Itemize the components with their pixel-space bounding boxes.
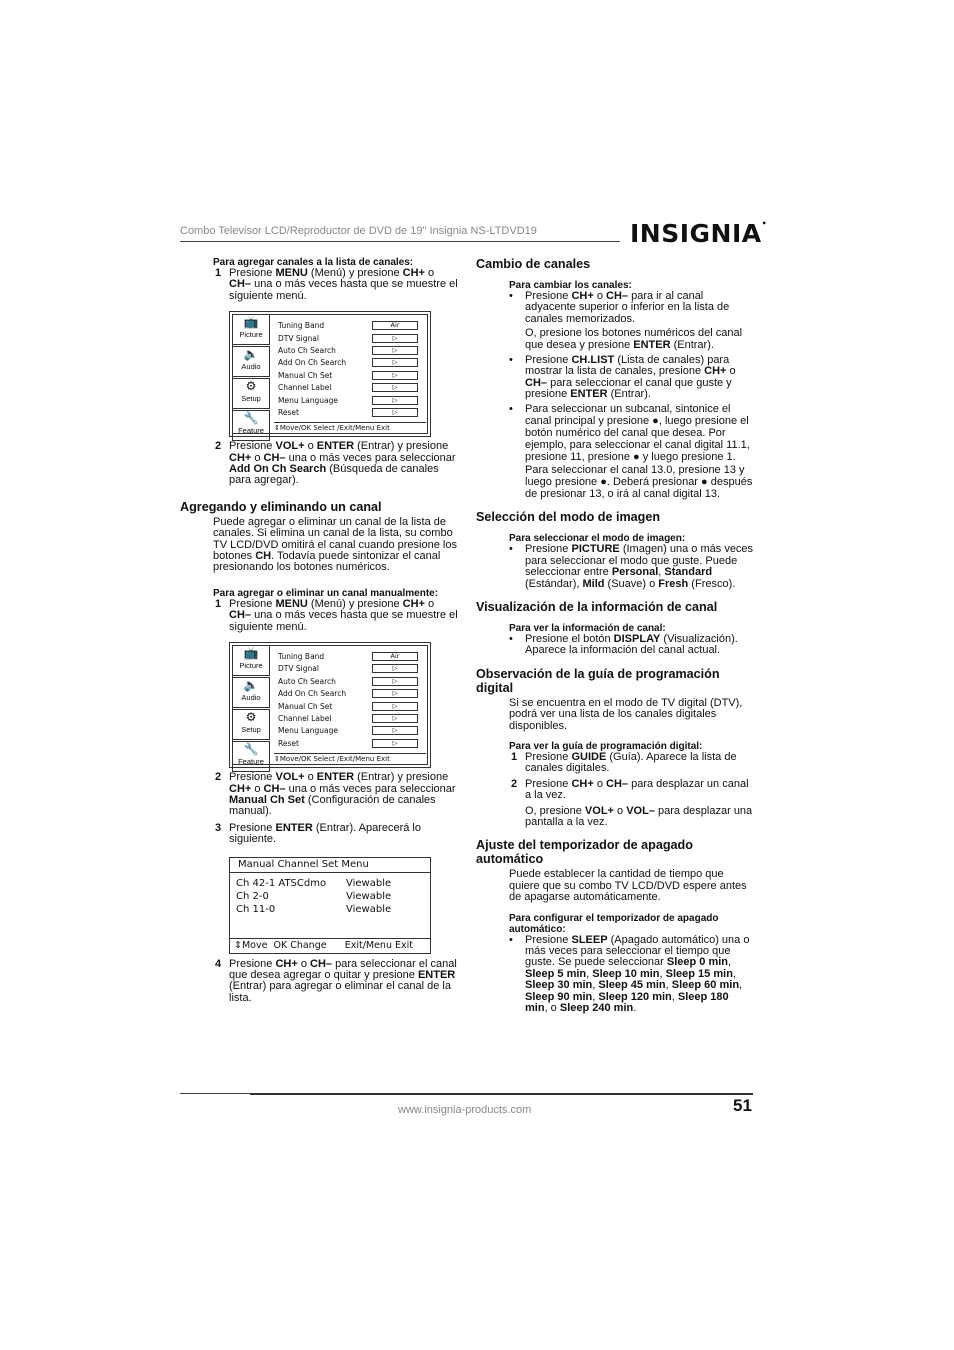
arrow-right-icon: ▷ [372, 371, 418, 380]
bullet: • Presione el botón DISPLAY (Visualización). Aparece la información del canal actual. [509, 632, 738, 657]
menu-tab-feature[interactable] [232, 741, 270, 772]
menu-item-label: Tuning Band [278, 321, 325, 331]
menu-item[interactable] [278, 676, 418, 688]
manual-row-value: Viewable [346, 877, 392, 889]
tab-label: Picture [239, 330, 263, 340]
caption-guide: Para ver la guía de programación digital: [509, 740, 703, 752]
step-2: 2 Presione CH+ o CH– para desplazar un canal a la vez. [511, 777, 749, 802]
menu-tab-audio[interactable] [232, 677, 270, 708]
menu-tab-feature[interactable] [232, 410, 270, 441]
tv-menu-2 [229, 642, 431, 768]
value-box: Air [372, 652, 418, 661]
manual-footer: ⇕Move OK Change Exit/Menu Exit [234, 940, 413, 952]
heading-add-remove: Agregando y eliminando un canal [180, 499, 382, 514]
tv-icon: 📺 [243, 315, 259, 330]
arrow-right-icon: ▷ [372, 346, 418, 355]
menu-tab-setup[interactable] [232, 709, 270, 740]
manual-row-value: Viewable [346, 890, 392, 902]
caption-manual: Para agregar o eliminar un canal manualmente: [213, 587, 439, 599]
para-sleep: Puede establecer la cantidad de tiempo que quiere que su combo TV LCD/DVD espere antes de apagarse automáticamente. [509, 868, 747, 904]
menu-item-label: DTV Signal [278, 664, 319, 674]
heading-guide: Observación de la guía de programación digital [476, 666, 720, 695]
menu-item-label: Auto Ch Search [278, 346, 336, 355]
menu-item[interactable] [278, 738, 418, 750]
menu-item-label: Channel Label [278, 714, 332, 724]
arrow-right-icon: ▷ [372, 408, 418, 417]
menu-item-label: Manual Ch Set [278, 701, 333, 711]
bullet: • Para seleccionar un subcanal, sintonice el canal principal y presione ●, luego presione el botón numérico del canal que desea. Por ejemplo, para seleccionar el canal digital 11.1, presione 11, presione ● y luego presione 1. Para seleccionar el canal 13.0, presione 13 y luego presione ●. Deberá presionar ● después de presionar 13, o irá al canal digital 13. [509, 402, 753, 501]
caption-picture: Para seleccionar el modo de imagen: [509, 533, 686, 545]
menu-tab-audio[interactable] [232, 346, 270, 377]
menu-item-label: Add On Ch Search [278, 358, 347, 368]
setup-icon: ⚙ [245, 379, 257, 394]
step-1b: 1 Presione MENU (Menú) y presione CH+ o CH– una o más veces hasta que se muestre el siguiente menú. [215, 597, 458, 633]
heading-info: Visualización de la información de canal [476, 599, 718, 614]
menu-footer: ⇕Move/OK Select /Exit/Menu Exit [274, 422, 426, 433]
menu-item-label: Reset [278, 738, 299, 748]
menu-item[interactable] [278, 357, 418, 369]
step-1: 1 Presione GUIDE (Guía). Aparece la lista de canales digitales. [511, 750, 737, 775]
tab-label: Audio [241, 693, 261, 703]
arrow-right-icon: ▷ [372, 664, 418, 673]
heading-sleep: Ajuste del temporizador de apagado automático [476, 838, 693, 867]
menu-item-label: Auto Ch Search [278, 676, 336, 686]
menu-item[interactable] [278, 407, 418, 419]
menu-item-label: Manual Ch Set [278, 370, 333, 380]
caption-change: Para cambiar los canales: [509, 280, 632, 291]
header-title: Combo Televisor LCD/Reproductor de DVD de 19" Insignia NS-LTDVD19 [180, 225, 537, 237]
page-number: 51 [733, 1096, 752, 1115]
step-or: O, presione VOL+ o VOL– para desplazar una pantalla a la vez. [525, 804, 753, 828]
menu-item-label: Tuning Band [278, 652, 325, 662]
column-right [476, 257, 754, 1014]
value-box: Air [372, 321, 418, 330]
menu-item-label: Menu Language [278, 726, 338, 736]
step-2: 2 Presione VOL+ o ENTER (Entrar) y presione CH+ o CH– una o más veces para seleccionar Add On Ch Search (Búsqueda de canales para agregar). [215, 440, 456, 487]
tab-label: Picture [239, 661, 263, 671]
menu-tab-picture[interactable] [232, 314, 270, 345]
setup-icon: ⚙ [245, 710, 257, 725]
menu-item[interactable] [278, 370, 418, 382]
manual-row: Ch 11-0 [236, 903, 276, 915]
manual-row: Ch 42-1 ATSCdmo [236, 877, 327, 889]
menu-item-label: DTV Signal [278, 333, 319, 343]
arrow-right-icon: ▷ [372, 689, 418, 698]
menu-item[interactable] [278, 713, 418, 725]
menu-item[interactable] [278, 651, 418, 663]
menu-tab-picture[interactable] [232, 645, 270, 676]
bullet: • Presione CH+ o CH– para ir al canal adyacente superior o inferior en la lista de canales memorizados. [509, 290, 730, 325]
menu-item[interactable] [278, 382, 418, 394]
arrow-right-icon: ▷ [372, 358, 418, 367]
caption-sleep: Para configurar el temporizador de apagado automático: [509, 912, 719, 935]
step-1: 1 Presione MENU (Menú) y presione CH+ o CH– una o más veces hasta que se muestre el siguiente menú. [215, 267, 458, 302]
arrow-right-icon: ▷ [372, 739, 418, 748]
heading-change: Cambio de canales [476, 257, 591, 271]
manual-channel-box [229, 857, 431, 954]
step-4b: 4 Presione CH+ o CH– para seleccionar el canal que desea agregar o quitar y presione ENTER (Entrar) para agregar o eliminar el canal de la lista. [215, 957, 457, 1004]
menu-item-label: Menu Language [278, 395, 338, 405]
menu-tab-setup[interactable] [232, 378, 270, 409]
tab-label: Feature [238, 426, 264, 436]
feature-icon: 🔧 [243, 411, 259, 426]
speaker-icon: 🔈 [243, 347, 259, 362]
manual-title: Manual Channel Set Menu [238, 858, 369, 870]
arrow-right-icon: ▷ [372, 383, 418, 392]
arrow-right-icon: ▷ [372, 396, 418, 405]
manual-row: Ch 2-0 [236, 890, 269, 902]
tv-icon: 📺 [243, 646, 259, 661]
footer-rule-thick [250, 1093, 753, 1095]
tab-label: Audio [241, 362, 261, 372]
tab-label: Setup [241, 394, 261, 404]
bullet: • Presione PICTURE (Imagen) una o más veces para seleccionar el modo que guste. Puede seleccionar entre Personal, Standard (Estándar), Mild (Suave) o Fresh (Fresco). [509, 543, 754, 590]
menu-item[interactable] [278, 701, 418, 713]
bullet-or: O, presione los botones numéricos del canal que desea y presione ENTER (Entrar). [525, 327, 743, 351]
arrow-right-icon: ▷ [372, 726, 418, 735]
para-add-remove: Puede agregar o eliminar un canal de la lista de canales. Si elimina un canal de la lista, su combo TV LCD/DVD omitirá el canal cuando presione los botones CH. Todavía puede sintonizar el canal presionando los botones numéricos. [213, 515, 457, 574]
step-2b: 2 Presione VOL+ o ENTER (Entrar) y presione CH+ o CH– una o más veces para seleccionar Manual Ch Set (Configuración de canales manual). [215, 771, 456, 818]
menu-item[interactable] [278, 333, 418, 345]
arrow-right-icon: ▷ [372, 714, 418, 723]
heading-picture: Selección del modo de imagen [476, 510, 661, 525]
footer-url: www.insignia-products.com [398, 1104, 532, 1116]
manual-row-value: Viewable [346, 903, 392, 915]
menu-item-label: Add On Ch Search [278, 689, 347, 699]
menu-item[interactable] [278, 320, 418, 332]
arrow-right-icon: ▷ [372, 677, 418, 686]
arrow-right-icon: ▷ [372, 702, 418, 711]
menu-item[interactable] [278, 395, 418, 407]
speaker-icon: 🔈 [243, 678, 259, 693]
insignia-logo: INSIGNIA• [630, 219, 768, 248]
menu-item[interactable] [278, 345, 418, 357]
feature-icon: 🔧 [243, 742, 259, 757]
menu-item[interactable] [278, 688, 418, 700]
tab-label: Feature [238, 757, 264, 767]
caption-add-list: Para agregar canales a la lista de canales: [213, 257, 414, 268]
menu-footer: ⇕Move/OK Select /Exit/Menu Exit [274, 753, 426, 764]
menu-item[interactable] [278, 663, 418, 675]
bullet: • Presione CH.LIST (Lista de canales) para mostrar la lista de canales, presione CH+ o CH– para seleccionar el canal que guste y presione ENTER (Entrar). [509, 354, 736, 401]
column-left [180, 257, 458, 1004]
para-guide: Si se encuentra en el modo de TV digital (DTV), podrá ver una lista de los canales digitales disponibles. [509, 696, 743, 732]
menu-item[interactable] [278, 725, 418, 737]
tab-label: Setup [241, 725, 261, 735]
step-3b: 3 Presione ENTER (Entrar). Aparecerá lo siguiente. [215, 821, 421, 846]
menu-item-label: Reset [278, 407, 299, 417]
menu-item-label: Channel Label [278, 383, 332, 393]
header-rule [180, 241, 620, 242]
arrow-right-icon: ▷ [372, 334, 418, 343]
bullet: • Presione SLEEP (Apagado automático) una o más veces para seleccionar el tiempo que guste. Se puede seleccionar Sleep 0 min, Sleep 5 min, Sleep 10 min, Sleep 15 min, Sleep 30 min, Sleep 45 min, Sleep 60 min, Sleep 90 min, Sleep 120 min, Sleep 180 min, o Sleep 240 min. [509, 933, 750, 1015]
tv-menu-1 [229, 311, 431, 437]
caption-info: Para ver la información de canal: [509, 622, 666, 634]
